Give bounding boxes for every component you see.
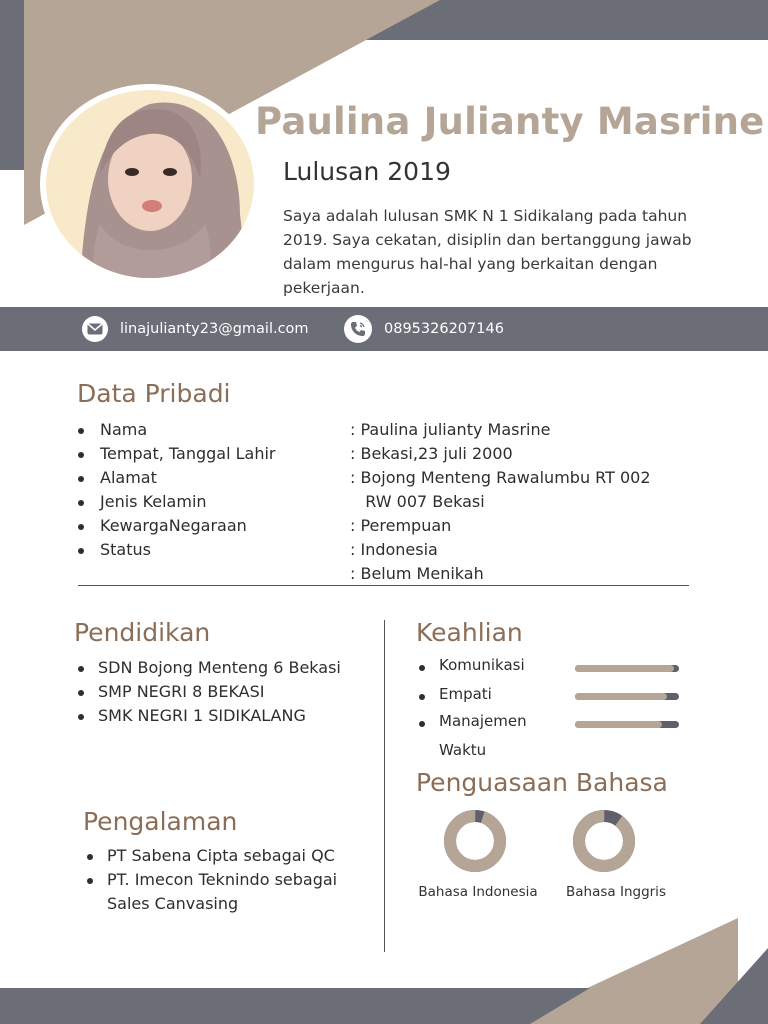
education-item: SMP NEGRI 8 BEKASI: [98, 682, 265, 701]
profile-summary: Saya adalah lulusan SMK N 1 Sidikalang pada tahun 2019. Saya cekatan, disiplin dan bertanggung jawab dalam mengurus hal-hal yang berkaitan dengan pekerjaan.: [283, 207, 692, 297]
language-donut-inggris: [572, 810, 636, 872]
education-item: SMK NEGRI 1 SIDIKALANG: [98, 706, 306, 725]
full-name: Paulina Julianty Masrine: [255, 100, 765, 143]
personal-value: : Perempuan: [350, 516, 452, 535]
skill-label: Empati: [439, 685, 492, 703]
personal-value: : Bojong Menteng Rawalumbu RT 002: [350, 468, 651, 487]
skill-item: [417, 685, 492, 703]
personal-value: : Paulina julianty Masrine: [350, 420, 551, 439]
personal-value: RW 007 Bekasi: [350, 492, 485, 511]
list-item: [85, 844, 355, 868]
skill-label: Komunikasi: [439, 656, 525, 674]
envelope-icon: [82, 316, 108, 342]
contact-phone[interactable]: [344, 307, 504, 351]
personal-data: [78, 418, 718, 586]
email-text: linajulianty23@gmail.com: [120, 321, 309, 337]
phone-icon: [344, 315, 372, 343]
language-label: Bahasa Indonesia: [418, 884, 538, 900]
personal-row: [78, 442, 718, 466]
column-divider: [384, 620, 385, 952]
experience-list: [85, 844, 355, 916]
language-label: Bahasa Inggris: [566, 884, 666, 900]
personal-label: Nama: [100, 420, 148, 439]
skill-item: [417, 656, 525, 674]
language-donut-indonesia: [443, 810, 507, 872]
personal-row: [78, 418, 718, 442]
section-title-data-pribadi: Data Pribadi: [77, 379, 231, 408]
personal-label: Status: [100, 540, 151, 559]
phone-text: 0895326207146: [384, 321, 504, 337]
list-item: [76, 656, 376, 680]
skill-bar: [575, 721, 679, 728]
skill-item-continued: [417, 741, 486, 759]
personal-value: : Indonesia: [350, 540, 438, 559]
skill-bar: [575, 693, 679, 700]
section-title-keahlian: Keahlian: [416, 618, 523, 647]
experience-item: PT. Imecon Teknindo sebagai Sales Canvasing: [107, 870, 338, 913]
skill-label: Manajemen: [439, 712, 527, 730]
contact-email[interactable]: [82, 307, 309, 351]
personal-row: [78, 562, 718, 586]
personal-row: [78, 514, 718, 538]
list-item: [76, 704, 376, 728]
profile-photo: [40, 84, 260, 284]
list-item: [76, 680, 376, 704]
personal-label: Tempat, Tanggal Lahir: [100, 444, 276, 463]
skill-bar-fill: [575, 721, 662, 728]
contact-bar: [0, 307, 768, 351]
personal-label: Jenis Kelamin: [100, 492, 207, 511]
skill-bar-fill: [575, 665, 674, 672]
subtitle: Lulusan 2019: [283, 157, 451, 186]
list-item: [85, 868, 355, 916]
education-list: [76, 656, 376, 728]
section-title-pendidikan: Pendidikan: [74, 618, 211, 647]
education-item: SDN Bojong Menteng 6 Bekasi: [98, 658, 341, 677]
personal-label: KewargaNegaraan: [100, 516, 247, 535]
personal-row: [78, 538, 718, 562]
skill-label: Waktu: [439, 741, 487, 759]
personal-value: : Belum Menikah: [350, 564, 484, 583]
skill-item: [417, 712, 527, 730]
personal-row: [78, 490, 718, 514]
section-title-bahasa: Penguasaan Bahasa: [416, 768, 668, 797]
personal-row: [78, 466, 718, 490]
personal-label: Alamat: [100, 468, 157, 487]
experience-item: PT Sabena Cipta sebagai QC: [107, 846, 335, 865]
skill-bar: [575, 665, 679, 672]
section-divider: [78, 585, 689, 586]
section-title-pengalaman: Pengalaman: [83, 807, 238, 836]
skill-bar-fill: [575, 693, 667, 700]
personal-value: : Bekasi,23 juli 2000: [350, 444, 513, 463]
